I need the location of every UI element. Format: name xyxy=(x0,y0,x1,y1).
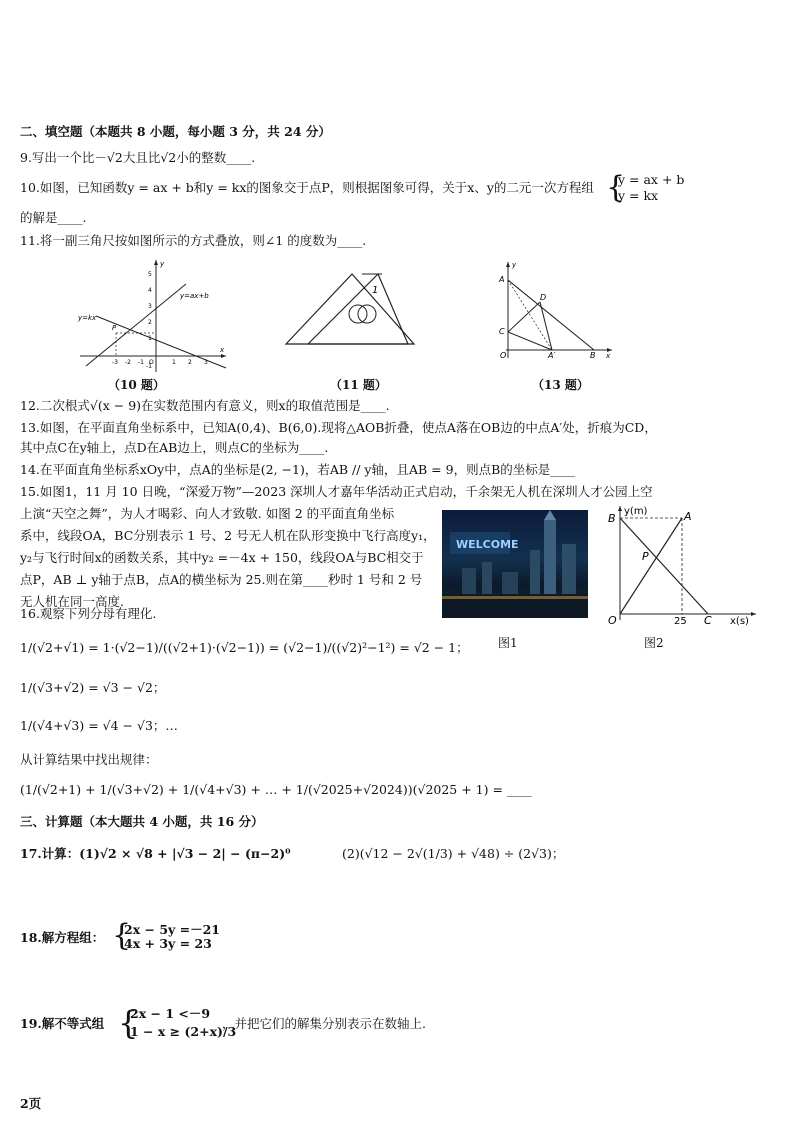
tick-25-label: 25 xyxy=(674,616,687,626)
axis-x-label: x(s) xyxy=(730,616,749,626)
tick-x-origin: O xyxy=(149,359,154,366)
figure-1-caption: 图1 xyxy=(498,636,518,650)
figure-1-photo xyxy=(442,510,588,618)
question-16-rule: 从计算结果中找出规律： xyxy=(20,752,158,767)
system-eq-2: 4x + 3y = 23 xyxy=(124,936,212,951)
question-17-part-2: (2)(√12 − 2√(1/3) + √48) ÷ (2√3)； xyxy=(342,846,565,861)
question-11: 11.将一副三角尺按如图所示的方式叠放，则∠1 的度数为____. xyxy=(20,233,367,248)
point-d-label: D xyxy=(540,293,547,302)
question-12: 12.二次根式√(x − 9)在实数范围内有意义，则x的取值范围是____. xyxy=(20,398,390,413)
point-a-label: A xyxy=(499,275,505,284)
figure-11-set-squares xyxy=(282,266,418,348)
page-number: 2页 xyxy=(20,1096,42,1111)
question-9: 9.写出一个比－√2大且比√2小的整数____. xyxy=(20,150,256,165)
point-b-label: B xyxy=(590,351,596,360)
caption-10: （10 题） xyxy=(108,378,165,392)
axis-x-label: x xyxy=(220,346,225,354)
tick-x-neg1: -1 xyxy=(138,359,144,366)
question-13-line-1: 13.如图，在平面直角坐标系中，已知A(0,4)、B(6,0).现将△AOB折叠，使点A落在OB边的中点A′处，折痕为CD， xyxy=(20,420,657,435)
figure-13-fold xyxy=(494,258,616,362)
question-10: 10.如图，已知函数y = ax + b和y = kx的图象交于点P，则根据图象可得，关于x、y的二元一次方程组 xyxy=(20,180,594,195)
question-16-expression: (1/(√2+1) + 1/(√3+√2) + 1/(√4+√3) + … + 1/(√2025+√2024))(√2025 + 1) = ____ xyxy=(20,782,532,797)
question-15-line-4: y₂与飞行时间x的函数关系，其中y₂ =－4x + 150，线段OA与BC相交于 xyxy=(20,550,424,565)
question-17-part-1: 17.计算：(1)√2 × √8 + |√3 − 2| − (π−2)⁰ xyxy=(20,846,291,861)
question-16-formula-3: 1/(√4+√3) = √4 − √3；… xyxy=(20,718,178,733)
tick-y-3: 3 xyxy=(148,303,152,310)
question-14: 14.在平面直角坐标系xOy中，点A的坐标是(2, −1)，若AB // y轴，且AB = 9，则点B的坐标是____ xyxy=(20,462,576,477)
tick-y-neg1: -1 xyxy=(146,363,152,370)
point-c-label: C xyxy=(499,327,505,336)
axis-x-label: x xyxy=(606,352,611,360)
origin-label: O xyxy=(608,614,617,626)
question-16-formula-2: 1/(√3+√2) = √3 − √2； xyxy=(20,680,166,695)
tick-y-5: 5 xyxy=(148,271,152,278)
figure-10-graph xyxy=(76,256,232,374)
question-16: 16.观察下列分母有理化. xyxy=(20,606,157,621)
caption-13: （13 题） xyxy=(532,378,589,392)
system-ineq-2: 1 − x ≥ (2+x)/3 xyxy=(130,1024,237,1039)
question-16-formula-1: 1/(√2+√1) = 1·(√2−1)/((√2+1)·(√2−1)) = (√2−1)/((√2)²−1²) = √2 − 1； xyxy=(20,640,469,655)
tick-x-3: 3 xyxy=(204,359,208,366)
axis-y-label: y(m) xyxy=(624,506,648,517)
caption-11: （11 题） xyxy=(330,378,387,392)
question-13-line-2: 其中点C在y轴上，点D在AB边上，则点C的坐标为____. xyxy=(20,440,329,455)
axis-y-label: y xyxy=(512,261,517,269)
angle-1-label: 1 xyxy=(372,285,379,296)
tick-x-1: 1 xyxy=(172,359,176,366)
point-p-label: P xyxy=(642,550,649,563)
question-19: 19.解不等式组 xyxy=(20,1016,105,1031)
point-a-prime-label: A′ xyxy=(548,351,556,360)
axis-y-label: y xyxy=(160,260,165,268)
city-skyline-image xyxy=(442,510,588,618)
point-b-label: B xyxy=(608,512,616,525)
question-10-answer: 的解是____. xyxy=(20,210,87,225)
question-15-line-1: 15.如图1，11 月 10 日晚，“深爱万物”—2023 深圳人才嘉年华活动正式启动，千余架无人机在深圳人才公园上空 xyxy=(20,484,653,499)
line-label-ax-b: y=ax+b xyxy=(180,292,209,300)
tick-y-4: 4 xyxy=(148,287,152,294)
tick-y-1: 1 xyxy=(148,335,152,342)
point-o-label: O xyxy=(500,351,507,360)
point-a-label: A xyxy=(684,510,692,523)
tick-x-neg2: -2 xyxy=(125,359,131,366)
tick-x-2: 2 xyxy=(188,359,192,366)
system-eq-2: y = kx xyxy=(618,188,659,203)
line-label-kx: y=kx xyxy=(78,314,97,322)
system-eq-1: 2x − 5y =－21 xyxy=(124,922,221,937)
section-fill-blank: 二、填空题（本题共 8 小题，每小题 3 分，共 24 分） xyxy=(20,124,331,139)
question-15-line-6: 无人机在同一高度. xyxy=(20,594,124,609)
system-eq-1: y = ax + b xyxy=(618,172,685,187)
photo-drone-text: WELCOME xyxy=(456,538,519,551)
tick-x-neg3: -3 xyxy=(112,359,118,366)
tick-y-2: 2 xyxy=(148,319,152,326)
question-15-line-3: 系中，线段OA，BC分别表示 1 号、2 号无人机在队形变换中飞行高度y₁， xyxy=(20,528,436,543)
point-p-label: P xyxy=(112,324,117,332)
question-18: 18.解方程组： xyxy=(20,930,105,945)
question-19-instruction: ，并把它们的解集分别表示在数轴上. xyxy=(222,1016,426,1031)
section-calculation: 三、计算题（本大题共 4 小题，共 16 分） xyxy=(20,814,264,829)
point-c-label: C xyxy=(704,614,712,626)
system-ineq-1: 2x − 1 <－9 xyxy=(130,1006,211,1021)
figure-2-graph xyxy=(600,502,764,626)
question-15-line-5: 点P，AB ⊥ y轴于点B，点A的横坐标为 25.则在第____秒时 1 号和 2 号 xyxy=(20,572,423,587)
question-15-line-2: 上演“天空之舞”，为人才喝彩、向人才致敬. 如图 2 的平面直角坐标 xyxy=(20,506,395,521)
figure-2-caption: 图2 xyxy=(644,636,664,650)
